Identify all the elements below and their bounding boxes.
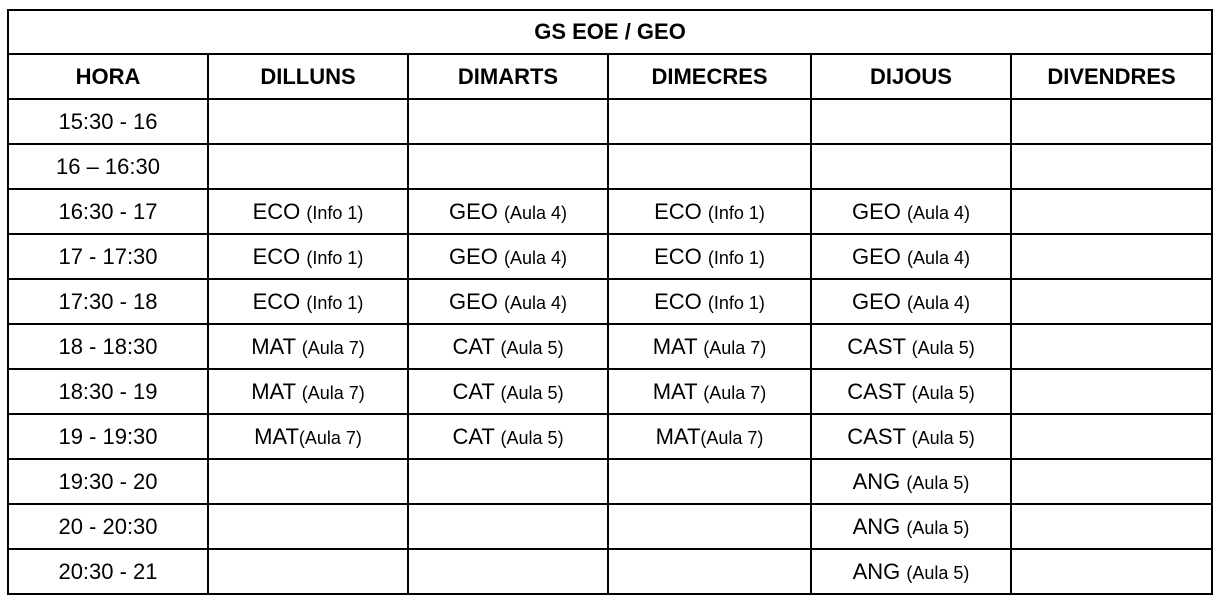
slot-cell-wednesday	[608, 549, 811, 594]
column-header-hour: HORA	[8, 54, 208, 99]
slot-cell-wednesday	[608, 189, 811, 234]
subject-label: ECO	[252, 198, 307, 224]
room-label: (Info 1)	[707, 202, 765, 223]
slot-cell-monday	[208, 99, 408, 144]
room-label: (Aula 7)	[703, 337, 767, 358]
room-label: (Aula 4)	[503, 202, 568, 223]
subject-label: ECO	[654, 288, 708, 314]
hour-cell: 17 - 17:30	[8, 234, 208, 279]
room-label: (Aula 5)	[500, 427, 564, 448]
slot-cell-friday	[1011, 99, 1212, 144]
table-row	[8, 144, 1212, 189]
slot-cell-monday	[208, 459, 408, 504]
subject-label: CAT	[452, 423, 501, 449]
slot-cell-thursday	[811, 459, 1011, 504]
table-row	[8, 324, 1212, 369]
slot-cell-thursday	[811, 369, 1011, 414]
slot-cell-tuesday	[408, 99, 608, 144]
subject-label: MAT	[652, 378, 704, 404]
slot-cell-thursday	[811, 414, 1011, 459]
slot-cell-monday	[208, 504, 408, 549]
table-row	[8, 414, 1212, 459]
slot-cell-thursday	[811, 504, 1011, 549]
slot-cell-friday	[1011, 504, 1212, 549]
slot-cell-monday	[208, 549, 408, 594]
room-label: (Aula 5)	[906, 472, 970, 493]
room-label: (Aula 5)	[911, 427, 975, 448]
subject-label: ANG	[852, 558, 907, 584]
room-label: (Aula 4)	[906, 247, 971, 268]
subject-label: GEO	[448, 288, 504, 314]
room-label: (Info 1)	[306, 247, 364, 268]
table-row	[8, 459, 1212, 504]
slot-cell-tuesday	[408, 144, 608, 189]
slot-cell-wednesday	[608, 369, 811, 414]
slot-cell-tuesday	[408, 549, 608, 594]
slot-cell-monday	[208, 144, 408, 189]
subject-label: CAST	[847, 378, 912, 404]
slot-cell-monday	[208, 324, 408, 369]
hour-cell: 17:30 - 18	[8, 279, 208, 324]
slot-cell-wednesday	[608, 279, 811, 324]
column-header-friday: DIVENDRES	[1011, 54, 1212, 99]
slot-cell-monday	[208, 234, 408, 279]
subject-label: MAT	[652, 333, 704, 359]
table-row	[8, 504, 1212, 549]
slot-cell-friday	[1011, 234, 1212, 279]
subject-label: CAST	[847, 423, 912, 449]
hour-cell: 15:30 - 16	[8, 99, 208, 144]
hour-cell: 20 - 20:30	[8, 504, 208, 549]
subject-label: ECO	[252, 243, 307, 269]
slot-cell-wednesday	[608, 144, 811, 189]
slot-cell-tuesday	[408, 234, 608, 279]
column-header-thursday: DIJOUS	[811, 54, 1011, 99]
subject-label: MAT	[655, 423, 701, 449]
slot-cell-friday	[1011, 279, 1212, 324]
subject-label: GEO	[448, 243, 504, 269]
table-row	[8, 99, 1212, 144]
room-label: (Info 1)	[306, 292, 364, 313]
table-row	[8, 549, 1212, 594]
subject-label: ANG	[852, 513, 907, 539]
hour-cell: 16 – 16:30	[8, 144, 208, 189]
column-header-tuesday: DIMARTS	[408, 54, 608, 99]
hour-cell: 16:30 - 17	[8, 189, 208, 234]
table-row	[8, 369, 1212, 414]
slot-cell-tuesday	[408, 504, 608, 549]
hour-cell: 19 - 19:30	[8, 414, 208, 459]
slot-cell-friday	[1011, 189, 1212, 234]
subject-label: MAT	[254, 423, 299, 449]
subject-label: CAT	[452, 333, 501, 359]
room-label: (Aula 5)	[906, 562, 970, 583]
room-label: (Aula 4)	[503, 247, 568, 268]
subject-label: GEO	[851, 243, 907, 269]
room-label: (Aula 7)	[700, 427, 764, 448]
room-label: (Info 1)	[707, 292, 765, 313]
slot-cell-tuesday	[408, 369, 608, 414]
slot-cell-wednesday	[608, 99, 811, 144]
subject-label: ECO	[654, 243, 708, 269]
room-label: (Aula 7)	[298, 427, 362, 448]
hour-cell: 19:30 - 20	[8, 459, 208, 504]
slot-cell-thursday	[811, 99, 1011, 144]
schedule-body	[8, 99, 1212, 594]
column-header-monday: DILLUNS	[208, 54, 408, 99]
room-label: (Aula 5)	[911, 337, 975, 358]
room-label: (Aula 5)	[500, 337, 564, 358]
room-label: (Aula 7)	[301, 382, 365, 403]
slot-cell-friday	[1011, 369, 1212, 414]
subject-label: ECO	[252, 288, 307, 314]
slot-cell-thursday	[811, 279, 1011, 324]
hour-cell: 18 - 18:30	[8, 324, 208, 369]
slot-cell-tuesday	[408, 189, 608, 234]
slot-cell-thursday	[811, 234, 1011, 279]
slot-cell-tuesday	[408, 459, 608, 504]
slot-cell-wednesday	[608, 459, 811, 504]
hour-cell: 20:30 - 21	[8, 549, 208, 594]
header-row	[8, 54, 1212, 99]
schedule-title: GS EOE / GEO	[8, 10, 1212, 54]
slot-cell-monday	[208, 414, 408, 459]
subject-label: CAT	[452, 378, 501, 404]
table-row	[8, 189, 1212, 234]
subject-label: MAT	[251, 378, 302, 404]
subject-label: ECO	[654, 198, 708, 224]
room-label: (Aula 5)	[906, 517, 970, 538]
table-row	[8, 279, 1212, 324]
slot-cell-friday	[1011, 144, 1212, 189]
room-label: (Aula 4)	[906, 292, 971, 313]
slot-cell-thursday	[811, 324, 1011, 369]
table-row	[8, 234, 1212, 279]
slot-cell-friday	[1011, 459, 1212, 504]
slot-cell-tuesday	[408, 279, 608, 324]
schedule-table	[7, 9, 1213, 595]
slot-cell-friday	[1011, 324, 1212, 369]
slot-cell-wednesday	[608, 504, 811, 549]
room-label: (Info 1)	[306, 202, 364, 223]
subject-label: GEO	[851, 288, 907, 314]
room-label: (Aula 7)	[703, 382, 767, 403]
slot-cell-thursday	[811, 144, 1011, 189]
room-label: (Aula 5)	[500, 382, 564, 403]
slot-cell-wednesday	[608, 414, 811, 459]
slot-cell-wednesday	[608, 234, 811, 279]
slot-cell-friday	[1011, 549, 1212, 594]
slot-cell-tuesday	[408, 324, 608, 369]
subject-label: GEO	[851, 198, 907, 224]
room-label: (Aula 4)	[503, 292, 568, 313]
slot-cell-thursday	[811, 189, 1011, 234]
subject-label: GEO	[448, 198, 504, 224]
room-label: (Aula 5)	[911, 382, 975, 403]
room-label: (Aula 4)	[906, 202, 971, 223]
slot-cell-monday	[208, 279, 408, 324]
slot-cell-friday	[1011, 414, 1212, 459]
subject-label: ANG	[852, 468, 907, 494]
subject-label: MAT	[251, 333, 302, 359]
column-header-wednesday: DIMECRES	[608, 54, 811, 99]
room-label: (Aula 7)	[301, 337, 365, 358]
slot-cell-wednesday	[608, 324, 811, 369]
slot-cell-monday	[208, 189, 408, 234]
slot-cell-monday	[208, 369, 408, 414]
hour-cell: 18:30 - 19	[8, 369, 208, 414]
room-label: (Info 1)	[707, 247, 765, 268]
subject-label: CAST	[847, 333, 912, 359]
slot-cell-tuesday	[408, 414, 608, 459]
slot-cell-thursday	[811, 549, 1011, 594]
